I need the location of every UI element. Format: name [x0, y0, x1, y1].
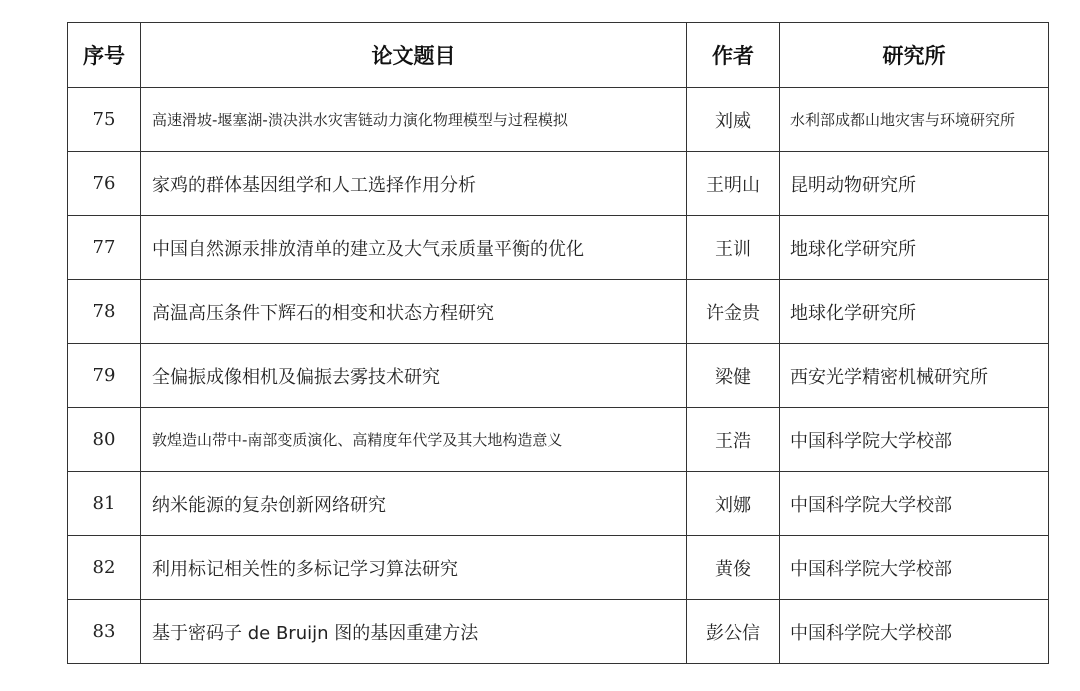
row-no: 76 — [68, 152, 141, 216]
table-row — [68, 88, 1049, 152]
row-institute: 水利部成都山地灾害与环境研究所 — [780, 88, 1049, 152]
header-no: 序号 — [68, 23, 141, 88]
row-institute: 中国科学院大学校部 — [780, 600, 1049, 664]
row-institute: 中国科学院大学校部 — [780, 408, 1049, 472]
table-row — [68, 216, 1049, 280]
table-row — [68, 536, 1049, 600]
row-title: 高速滑坡-堰塞湖-溃决洪水灾害链动力演化物理模型与过程模拟 — [141, 88, 687, 152]
row-institute: 昆明动物研究所 — [780, 152, 1049, 216]
header-institute: 研究所 — [780, 23, 1049, 88]
row-author: 刘威 — [687, 88, 780, 152]
papers-table — [67, 22, 1049, 664]
row-title: 敦煌造山带中-南部变质演化、高精度年代学及其大地构造意义 — [141, 408, 687, 472]
row-no: 78 — [68, 280, 141, 344]
row-title: 家鸡的群体基因组学和人工选择作用分析 — [141, 152, 687, 216]
row-no: 75 — [68, 88, 141, 152]
row-institute: 地球化学研究所 — [780, 280, 1049, 344]
row-title: 全偏振成像相机及偏振去雾技术研究 — [141, 344, 687, 408]
row-title: 纳米能源的复杂创新网络研究 — [141, 472, 687, 536]
table-row — [68, 472, 1049, 536]
header-author: 作者 — [687, 23, 780, 88]
row-author: 王训 — [687, 216, 780, 280]
row-no: 81 — [68, 472, 141, 536]
row-author: 刘娜 — [687, 472, 780, 536]
row-author: 许金贵 — [687, 280, 780, 344]
row-author: 梁健 — [687, 344, 780, 408]
table-row — [68, 344, 1049, 408]
row-no: 82 — [68, 536, 141, 600]
row-title: 中国自然源汞排放清单的建立及大气汞质量平衡的优化 — [141, 216, 687, 280]
row-institute: 西安光学精密机械研究所 — [780, 344, 1049, 408]
row-no: 83 — [68, 600, 141, 664]
table-row — [68, 408, 1049, 472]
row-author: 彭公信 — [687, 600, 780, 664]
table-header-row — [68, 23, 1049, 88]
row-no: 80 — [68, 408, 141, 472]
row-institute: 地球化学研究所 — [780, 216, 1049, 280]
table-row — [68, 152, 1049, 216]
row-no: 77 — [68, 216, 141, 280]
row-institute: 中国科学院大学校部 — [780, 472, 1049, 536]
row-title: 基于密码子 de Bruijn 图的基因重建方法 — [141, 600, 687, 664]
row-no: 79 — [68, 344, 141, 408]
row-title: 利用标记相关性的多标记学习算法研究 — [141, 536, 687, 600]
header-title: 论文题目 — [141, 23, 687, 88]
row-institute: 中国科学院大学校部 — [780, 536, 1049, 600]
row-author: 黄俊 — [687, 536, 780, 600]
row-author: 王浩 — [687, 408, 780, 472]
table-row — [68, 280, 1049, 344]
row-title: 高温高压条件下辉石的相变和状态方程研究 — [141, 280, 687, 344]
row-author: 王明山 — [687, 152, 780, 216]
table-row — [68, 600, 1049, 664]
